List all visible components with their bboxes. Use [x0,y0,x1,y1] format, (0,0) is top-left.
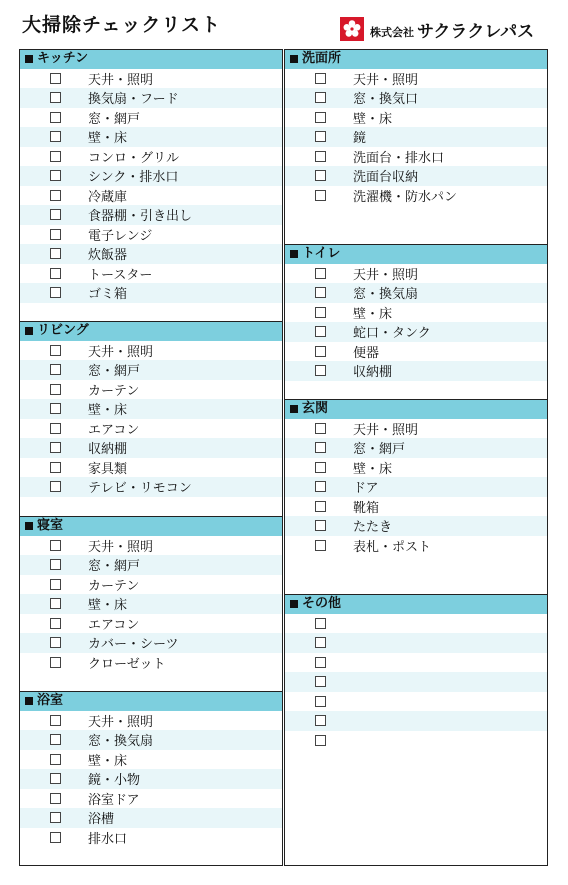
checkbox[interactable] [315,442,326,453]
checklist-item-label: 浴室ドア [88,792,140,808]
checklist-item [20,341,282,361]
checklist-item [20,633,282,653]
section-heading-text: 浴室 [37,693,64,709]
page-title: 大掃除チェックリスト [22,14,222,36]
section-heading-text: 玄関 [302,401,329,417]
section-entrance [285,399,547,555]
checklist-item [285,69,547,89]
checklist-item [20,69,282,89]
checklist-item [20,438,282,458]
bullet-square-icon [290,250,298,258]
checklist-item [285,166,547,186]
checklist-item [285,186,547,206]
checklist-item-label: テレビ・リモコン [88,481,192,497]
checklist-item [285,419,547,439]
checkbox[interactable] [315,715,326,726]
checklist-item [20,458,282,478]
checkbox[interactable] [50,579,61,590]
checklist-item-label: 天井・照明 [353,72,419,88]
section-kitchen [20,49,282,303]
section-heading-text: その他 [302,596,342,612]
checklist-item-label: 靴箱 [353,500,380,516]
checkbox[interactable] [50,773,61,784]
checklist-item-label: 窓・網戸 [88,559,141,575]
brand-name: サクラクレパス [417,21,535,42]
checklist-item-label: シンク・排水口 [88,170,179,186]
section-other [285,594,547,750]
section-toilet [285,244,547,381]
checklist-item [20,419,282,439]
section-heading [285,49,547,69]
checklist-item [285,322,547,342]
section-washroom [285,49,547,205]
section-heading-text: 寝室 [37,518,64,534]
checklist-item [285,614,547,634]
checklist-item [20,730,282,750]
checklist-item [285,536,547,556]
bullet-square-icon [25,55,33,63]
checklist-item [20,828,282,848]
checkbox[interactable] [50,793,61,804]
bullet-square-icon [25,327,33,335]
checklist-item [285,516,547,536]
checkbox[interactable] [315,696,326,707]
checklist-item-label: 蛇口・タンク [353,326,431,342]
checklist-item-label: 窓・網戸 [88,111,141,127]
checklist-item-label: 収納棚 [88,442,128,458]
checklist-item [285,731,547,751]
checklist-item [20,88,282,108]
checklist-item [20,711,282,731]
checklist-item [285,633,547,653]
checklist-item-label: 壁・床 [88,598,128,614]
checklist-item-label: 家具類 [88,461,128,477]
checklist-item [20,536,282,556]
sakura-flower-icon [340,17,364,41]
checklist-item-label: エアコン [88,422,140,438]
checklist-item-label: 天井・照明 [88,344,154,360]
bullet-square-icon [25,522,33,530]
checkbox[interactable] [50,754,61,765]
checkbox[interactable] [50,287,61,298]
checklist-item-label: 排水口 [88,831,128,847]
brand-logo [340,13,534,45]
checklist-item [285,438,547,458]
bullet-square-icon [25,697,33,705]
checklist-item-label: クローゼット [88,656,166,672]
checkbox[interactable] [315,520,326,531]
checklist-item [285,283,547,303]
checkbox[interactable] [315,462,326,473]
section-heading-text: 洗面所 [302,51,342,67]
checkbox[interactable] [50,832,61,843]
checkbox[interactable] [50,229,61,240]
checkbox[interactable] [50,462,61,473]
checklist-item [285,672,547,692]
bullet-square-icon [290,405,298,413]
checklist-item-label: 食器棚・引き出し [88,209,193,225]
checklist-item [285,108,547,128]
checklist-item [285,458,547,478]
section-bedroom [20,516,282,672]
checkbox[interactable] [315,346,326,357]
checklist-item [20,380,282,400]
checkbox[interactable] [315,423,326,434]
checkbox[interactable] [315,268,326,279]
checklist-item-label: 壁・床 [353,461,393,477]
section-heading-text: リビング [37,323,89,339]
checklist-item-label: 炊飯器 [88,248,128,264]
section-heading [285,594,547,614]
right-column [284,49,548,866]
checklist-item [20,399,282,419]
checkbox[interactable] [315,481,326,492]
checkbox[interactable] [315,112,326,123]
checklist-item [20,166,282,186]
checkbox[interactable] [50,345,61,356]
checklist-item-label: 窓・換気口 [353,92,419,108]
checklist-item-label: 壁・床 [353,306,393,322]
checklist-item [20,186,282,206]
checklist-item [20,127,282,147]
section-heading [20,321,282,341]
checkbox[interactable] [315,92,326,103]
checklist-item [20,264,282,284]
checkbox[interactable] [50,442,61,453]
checklist-item-label: カバー・シーツ [88,637,179,653]
checklist-item-label: 壁・床 [88,753,128,769]
checklist-item [285,497,547,517]
checklist-item-label: 便器 [353,345,380,361]
checklist-item-label: 鏡・小物 [88,773,141,789]
checklist-item-label: トースター [88,267,153,283]
section-heading [20,691,282,711]
checklist-item [20,477,282,497]
checklist-item [20,808,282,828]
checkbox[interactable] [50,131,61,142]
checklist-item-label: コンロ・グリル [88,150,180,166]
checklist-item-label: 天井・照明 [353,422,419,438]
checklist-item-label: 窓・網戸 [353,442,406,458]
checkbox[interactable] [50,209,61,220]
checkbox[interactable] [50,248,61,259]
checkbox[interactable] [50,112,61,123]
checklist-item [285,342,547,362]
checklist-item-label: 天井・照明 [88,72,154,88]
checkbox[interactable] [50,734,61,745]
checkbox[interactable] [50,268,61,279]
section-heading [285,399,547,419]
checkbox[interactable] [315,151,326,162]
checklist-item [20,283,282,303]
brand-prefix: 株式会社 [370,25,414,39]
checkbox[interactable] [315,540,326,551]
checkbox[interactable] [315,287,326,298]
checkbox[interactable] [315,676,326,687]
checklist-item-label: 天井・照明 [353,267,419,283]
checklist-item [285,653,547,673]
checkbox[interactable] [50,559,61,570]
checklist-item [20,653,282,673]
checklist-item-label: たたき [353,520,393,536]
checkbox[interactable] [50,715,61,726]
checklist-item [20,594,282,614]
section-heading [285,244,547,264]
checklist-item [20,555,282,575]
checklist-item [20,614,282,634]
checkbox[interactable] [50,364,61,375]
checkbox[interactable] [50,190,61,201]
checklist-item [285,88,547,108]
checkbox[interactable] [315,326,326,337]
checklist-item-label: 表札・ポスト [353,539,432,555]
checklist-item [285,361,547,381]
section-heading-text: キッチン [37,51,89,67]
checklist-item [20,108,282,128]
checkbox[interactable] [50,384,61,395]
checklist-item-label: 窓・換気扇 [88,734,154,750]
checklist-item-label: カーテン [88,578,140,594]
checkbox[interactable] [50,481,61,492]
checklist-item [20,205,282,225]
checklist-item-label: 洗面台収納 [353,170,419,186]
checklist-item-label: 窓・網戸 [88,364,141,380]
checklist-item-label: ゴミ箱 [88,287,128,303]
checklist-item [285,303,547,323]
checklist-item-label: 冷蔵庫 [88,189,128,205]
bullet-square-icon [290,55,298,63]
left-column [19,49,283,866]
checklist-item [285,692,547,712]
checklist-item-label: 換気扇・フード [88,92,179,108]
checklist-item-label: 壁・床 [88,131,128,147]
checkbox[interactable] [315,170,326,181]
checklist-item-label: 洗濯機・防水パン [353,189,458,205]
checklist-item [20,769,282,789]
checkbox[interactable] [315,131,326,142]
checklist-item-label: 鏡 [353,131,367,147]
checklist-item [20,147,282,167]
checkbox[interactable] [315,501,326,512]
bullet-square-icon [290,600,298,608]
checklist-item [20,789,282,809]
checkbox[interactable] [50,92,61,103]
checklist-item-label: 天井・照明 [88,714,154,730]
checklist-item [285,264,547,284]
checkbox[interactable] [315,365,326,376]
checkbox[interactable] [50,812,61,823]
checklist-item-label: ドア [353,481,379,497]
checklist-item-label: 窓・換気扇 [353,287,419,303]
section-bathroom [20,691,282,847]
checkbox[interactable] [315,637,326,648]
checklist-item [285,477,547,497]
checkbox[interactable] [50,657,61,668]
checkbox[interactable] [315,657,326,668]
checkbox[interactable] [50,540,61,551]
checkbox[interactable] [315,307,326,318]
checklist-item [20,244,282,264]
checkbox[interactable] [50,403,61,414]
checkbox[interactable] [50,598,61,609]
checkbox[interactable] [50,423,61,434]
checkbox[interactable] [50,618,61,629]
checklist-item-label: 壁・床 [353,111,393,127]
checklist-item [285,147,547,167]
checkbox[interactable] [50,170,61,181]
checkbox[interactable] [50,637,61,648]
checklist-item [20,750,282,770]
section-heading [20,49,282,69]
checklist-item [20,225,282,245]
checklist-item-label: カーテン [88,383,140,399]
checkbox[interactable] [50,73,61,84]
checkbox[interactable] [315,618,326,629]
checkbox[interactable] [50,151,61,162]
checklist-item-label: 天井・照明 [88,539,154,555]
checkbox[interactable] [315,190,326,201]
checkbox[interactable] [315,735,326,746]
checklist-item [285,127,547,147]
checklist-item-label: 電子レンジ [88,228,153,244]
checklist-item-label: 壁・床 [88,403,128,419]
checklist-item-label: 浴槽 [88,812,115,828]
checklist-item-label: エアコン [88,617,140,633]
checklist-item [285,711,547,731]
checklist-item [20,360,282,380]
section-heading [20,516,282,536]
section-living [20,321,282,497]
checklist-item-label: 洗面台・排水口 [353,150,445,166]
checklist-item [20,575,282,595]
section-heading-text: トイレ [302,246,341,262]
checklist-item-label: 収納棚 [353,365,393,381]
checkbox[interactable] [315,73,326,84]
